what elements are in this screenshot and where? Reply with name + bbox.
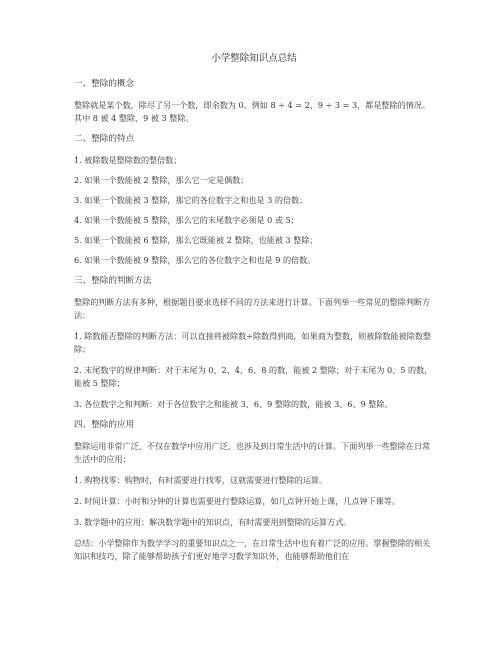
list-item: 5. 如果一个数能被 6 整除，那么它既能被 2 整除，也能被 3 整除；	[74, 235, 318, 245]
summary-paragraph: 总结：小学整除作为数学学习的重要知识点之一，在日常生活中也有着广泛的应用。掌握整除的相关知识和技巧，除了能够帮助孩子们更好地学习数学知识外，也能够帮助他们在	[74, 538, 431, 561]
list-item: 1. 购物找零：购物时，有时需要进行找零，这就需要进行整除的运算。	[74, 475, 328, 485]
list-item: 1. 被除数是整除数的整倍数；	[74, 155, 182, 165]
list-item: 3. 如果一个数能被 3 整除，那它的各位数字之和也是 3 的倍数；	[74, 195, 308, 205]
section-heading-concept: 一、整除的概念	[74, 79, 135, 89]
document-title: 小学整除知识点总结	[211, 53, 297, 64]
list-item: 2. 如果一个数能被 2 整除，那么它一定是偶数；	[74, 175, 249, 185]
list-item: 1. 除数能否整除的判断方法：可以直接将被除数÷除数得到商，如果商为整数，则被除数能被除数整除；	[74, 331, 432, 354]
list-item: 3. 数学题中的应用：解决数学题中的知识点，有时需要用到整除的运算方式。	[74, 517, 352, 527]
list-item: 6. 如果一个数能被 9 整除，那么它的各位数字之和也是 9 的倍数。	[74, 255, 316, 265]
paragraph: 整除的判断方法有多种，根据题目要求选择不同的方法来进行计算。下面列举一些常见的整除判断方法：	[74, 297, 431, 320]
section-heading-applications: 四、整除的应用	[74, 420, 135, 430]
list-item: 2. 时间计算：小时和分钟的计算也需要进行整除运算，如几点钟开始上课，几点钟下课等。	[74, 496, 400, 506]
paragraph: 整除运用非常广泛，不仅在数学中应用广泛，也涉及到日常生活中的计算。下面列举一些整除在日常生活中的应用：	[74, 441, 431, 464]
section-heading-methods: 三、整除的判断方法	[74, 276, 152, 286]
list-item: 2. 末尾数字的规律判断：对于末尾为 0、2、4、6、8 的数，能被 2 整除；对于末尾为 0、5 的数，能被 5 整除；	[74, 365, 433, 388]
document-page	[74, 52, 434, 571]
list-item: 4. 如果一个数能被 5 整除，那么它的末尾数字必须是 0 或 5；	[74, 215, 299, 225]
list-item: 3. 各位数字之和判断：对于各位数字之和能被 3、6、9 整除的数，能被 3、6、9 整除。	[74, 399, 393, 409]
section-heading-features: 二、整除的特点	[74, 134, 135, 144]
paragraph: 整除就是某个数，除尽了另一个数，即余数为 0。例如 8 ÷ 4 = 2、9 ÷ 3 = 3，都是整除的情况。其中 8 被 4 整除，9 被 3 整除。	[74, 100, 430, 123]
